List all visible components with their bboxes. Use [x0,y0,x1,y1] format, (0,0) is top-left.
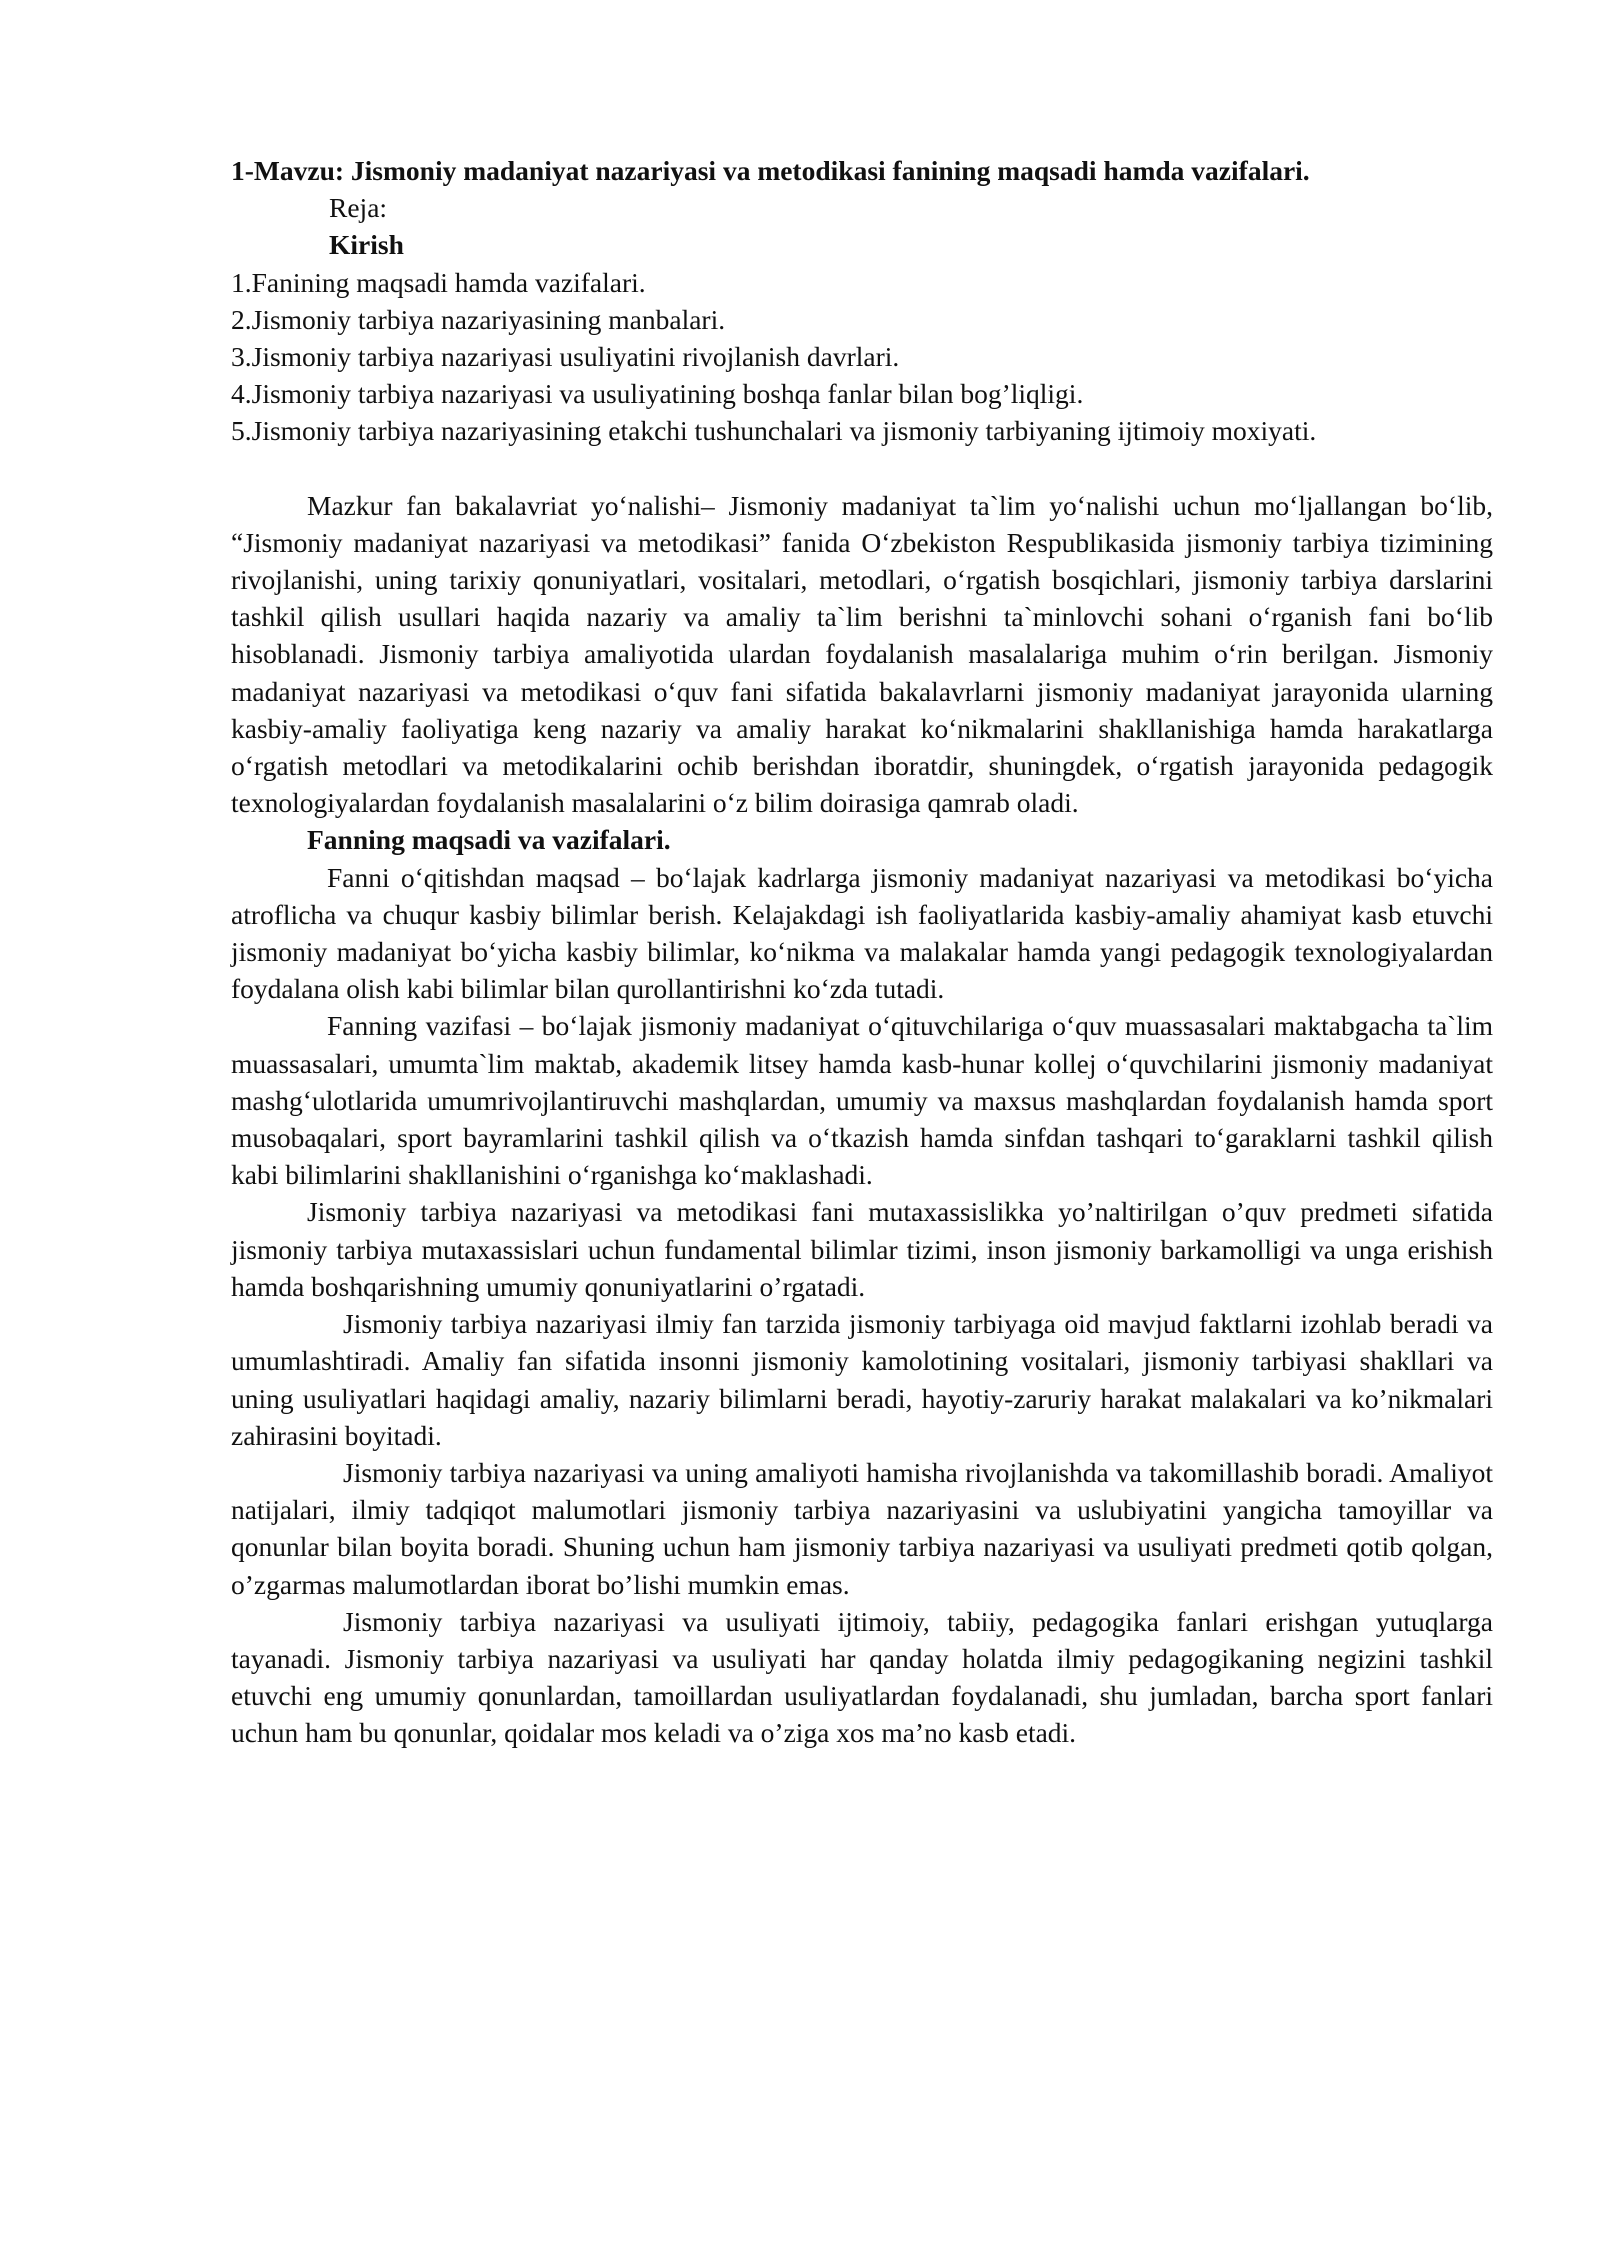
document-title: 1-Mavzu: Jismoniy madaniyat nazariyasi va metodikasi fanining maqsadi hamda vazifalari. [231,155,1310,186]
plan-item: 5.Jismoniy tarbiya nazariyasining etakchi tushunchalari va jismoniy tarbiyaning ijtimoiy moxiyati. [231,415,1317,447]
body-paragraph: Fanning vazifasi – bo‘lajak jismoniy madaniyat o‘qituvchilariga o‘quv muassasalari maktabgacha ta`lim muassasalari, umumta`lim maktab, akademik litsey hamda kasb-hunar kollej o‘quvchilarini jismoniy madaniyat mashg‘ulotlarida umumrivojlantiruvchi mashqlardan, umumiy va maxsus mashqlardan foydalanish hamda sport musobaqalari, sport bayramlarini tashkil qilish va o‘tkazish hamda sinfdan tashqari to‘garaklarni tashkil qilish kabi bilimlarini shakllanishini o‘rganishga ko‘maklashadi. [231,1010,1493,1191]
document-page [231,152,1493,1752]
body-paragraph: Mazkur fan bakalavriat yo‘nalishi– Jismoniy madaniyat ta`lim yo‘nalishi uchun mo‘ljallangan bo‘lib, “Jismoniy madaniyat nazariyasi va metodikasi” fanida O‘zbekiston Respublikasida jismoniy tarbiya tizimining rivojlanishi, uning tarixiy qonuniyatlari, vositalari, metodlari, o‘rgatish bosqichlari, jismoniy tarbiya darslarini tashkil qilish usullari haqida nazariy va amaliy ta`lim berishni ta`minlovchi sohani o‘rganish fani bo‘lib hisoblanadi. Jismoniy tarbiya amaliyotida ulardan foydalanish masalalariga muhim o‘rin berilgan. Jismoniy madaniyat nazariyasi va metodikasi o‘quv fani sifatida bakalavrlarni jismoniy madaniyat jarayonida ularning kasbiy-amaliy faoliyatiga keng nazariy va amaliy harakat ko‘nikmalarini shakllanishiga hamda harakatlarga o‘rgatish metodlari va metodikalarini ochib berishdan iboratdir, shuningdek, o‘rgatish jarayonida pedagogik texnologiyalardan foydalanish masalalarini o‘z bilim doirasiga qamrab oladi. [231,489,1493,819]
blank-line [231,450,1493,487]
plan-item: 3.Jismoniy tarbiya nazariyasi usuliyatini rivojlanish davrlari. [231,341,900,373]
plan-item: 2.Jismoniy tarbiya nazariyasining manbalari. [231,303,726,335]
body-paragraph: Jismoniy tarbiya nazariyasi va metodikasi fani mutaxassislikka yo’naltirilgan o’quv predmeti sifatida jismoniy tarbiya mutaxassislari uchun fundamental bilimlar tizimi, inson jismoniy barkamolligi va unga erishish hamda boshqarishning umumiy qonuniyatlarini o’rgatadi. [231,1196,1493,1302]
plan-item: 1.Fanining maqsadi hamda vazifalari. [231,266,646,298]
section-heading: Fanning maqsadi va vazifalari. [307,824,671,856]
intro-label: Kirish [329,229,404,261]
body-paragraph: Fanni o‘qitishdan maqsad – bo‘lajak kadrlarga jismoniy madaniyat nazariyasi va metodikasi bo‘yicha atroflicha va chuqur kasbiy bilimlar berish. Kelajakdagi ish faoliyatlarida kasbiy-amaliy ahamiyat kasb etuvchi jismoniy madaniyat bo‘yicha kasbiy bilimlar, ko‘nikma va malakalar hamda yangi pedagogik texnologiyalardan foydalana olish kabi bilimlar bilan qurollantirishni ko‘zda tutadi. [231,861,1493,1005]
body-paragraph: Jismoniy tarbiya nazariyasi va uning amaliyoti hamisha rivojlanishda va takomillashib boradi. Amaliyot natijalari, ilmiy tadqiqot malumotlari jismoniy tarbiya nazariyasini va uslubiyatini yangicha tamoyillar va qonunlar bilan boyita boradi. Shuning uchun ham jismoniy tarbiya nazariyasi va usuliyati predmeti qotib qolgan, o’zgarmas malumotlardan iborat bo’lishi mumkin emas. [231,1456,1493,1600]
plan-label: Reja: [329,192,388,224]
plan-item: 4.Jismoniy tarbiya nazariyasi va usuliyatining boshqa fanlar bilan bog’liqligi. [231,378,1084,410]
plan-list [231,264,1493,450]
body-paragraph: Jismoniy tarbiya nazariyasi ilmiy fan tarzida jismoniy tarbiyaga oid mavjud faktlarni izohlab beradi va umumlashtiradi. Amaliy fan sifatida insonni jismoniy kamolotining vositalari, jismoniy tarbiyasi shakllari va uning usuliyatlari haqidagi amaliy, nazariy bilimlarni beradi, hayotiy-zaruriy harakat malakalari va ko’nikmalari zahirasini boyitadi. [231,1308,1493,1451]
body-paragraph: Jismoniy tarbiya nazariyasi va usuliyati ijtimoiy, tabiiy, pedagogika fanlari erishgan yutuqlarga tayanadi. Jismoniy tarbiya nazariyasi va usuliyati har qanday holatda ilmiy pedagogikaning negizini tashkil etuvchi eng umumiy qonunlardan, tamoillardan usuliyatlardan foydalanadi, shu jumladan, barcha sport fanlari uchun ham bu qonunlar, qoidalar mos keladi va o’ziga xos ma’no kasb etadi. [231,1605,1493,1749]
